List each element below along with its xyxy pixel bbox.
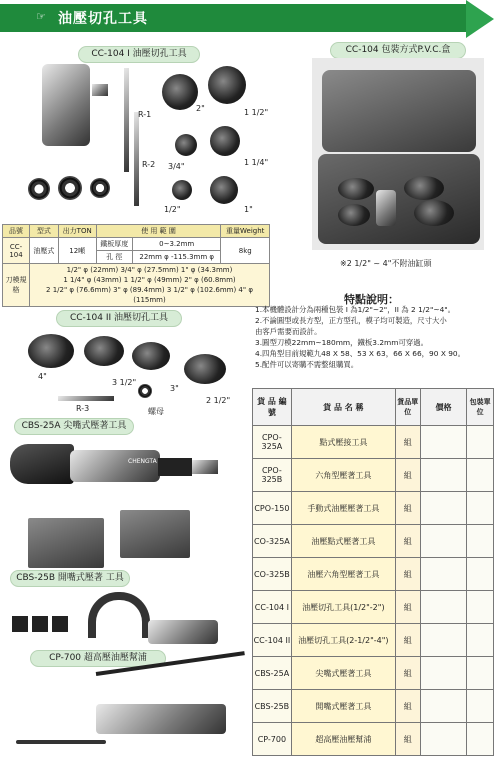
hydraulic-hose	[16, 740, 106, 744]
blade-line-1: 1/2" φ (22mm) 3/4" φ (27.5mm) 1" φ (34.3mm)	[66, 266, 233, 274]
crimp-body	[70, 450, 160, 482]
col-name: 貨 品 名 稱	[291, 389, 395, 426]
row-code: CO-325A	[253, 525, 292, 558]
case-die	[338, 178, 374, 200]
row-price	[420, 657, 467, 690]
blade-line-2: 1 1/4" φ (43mm) 1 1/2" φ (49mm) 2" φ (60.8mm)	[63, 276, 236, 284]
row-price	[420, 459, 467, 492]
rod-r1	[124, 68, 129, 172]
spec-h-type: 型式	[30, 225, 59, 238]
spec-blade-label: 刀模規格	[3, 264, 30, 307]
table-row	[253, 624, 494, 657]
die-4in	[28, 334, 74, 368]
case-cylinder	[376, 190, 396, 226]
label-2-1-2in: 2 1/2"	[206, 396, 231, 405]
nut-part	[138, 384, 152, 398]
blade-line-3: 2 1/2" φ (76.6mm) 3" φ (89.4mm) 3 1/2" φ (102.6mm) 4" φ (115mm)	[46, 286, 253, 304]
die-2in	[162, 74, 198, 110]
pump-reservoir	[96, 704, 226, 734]
table-row	[253, 690, 494, 723]
row-name: 超高壓油壓幫浦	[291, 723, 395, 756]
row-price	[420, 723, 467, 756]
case-note: ※2 1/2" ~ 4"不附油缸頭	[340, 259, 432, 268]
label-r3: R-3	[76, 404, 90, 413]
row-pack	[467, 624, 494, 657]
row-name: 油壓六角型壓著工具	[291, 558, 395, 591]
die-square	[32, 616, 48, 632]
row-code: CPO-150	[253, 492, 292, 525]
row-code: CC-104 II	[253, 624, 292, 657]
features-title: 特點說明：	[344, 293, 399, 306]
spec-h-range: 使 用 範 圍	[96, 225, 221, 238]
die-1-2in	[172, 180, 192, 200]
die-square	[12, 616, 28, 632]
table-row	[253, 558, 494, 591]
page-header	[0, 0, 497, 38]
spec-type: 油壓式	[30, 238, 59, 264]
die-2-1-2in	[184, 354, 226, 384]
col-pack: 包裝單位	[467, 389, 494, 426]
row-unit: 組	[395, 492, 420, 525]
label-1-1-4in: 1 1/4"	[244, 158, 269, 167]
crimp-handle	[158, 458, 192, 476]
col-unit: 貨品單位	[395, 389, 420, 426]
spec-weight: 8kg	[221, 238, 270, 264]
die-plate	[28, 518, 104, 568]
spec-h-name: 品號	[3, 225, 30, 238]
c-frame	[88, 592, 150, 638]
rod-r2	[134, 112, 139, 206]
hydraulic-cylinder	[42, 64, 90, 146]
die-3-4in	[175, 134, 197, 156]
spacer-ring	[28, 178, 50, 200]
row-unit: 組	[395, 525, 420, 558]
die-1-1-2in	[208, 66, 246, 104]
die-1in	[210, 176, 238, 204]
row-pack	[467, 459, 494, 492]
row-price	[420, 558, 467, 591]
row-unit: 組	[395, 459, 420, 492]
table-row	[253, 591, 494, 624]
die-3in	[132, 342, 170, 370]
pointing-hand-icon: ☞	[36, 10, 46, 23]
table-row	[253, 723, 494, 756]
row-name: 油壓點式壓著工具	[291, 525, 395, 558]
label-3in: 3"	[170, 384, 179, 393]
row-name: 開嘴式壓著工具	[291, 690, 395, 723]
col-price: 價格	[420, 389, 467, 426]
rod-r3	[58, 396, 114, 401]
row-pack	[467, 426, 494, 459]
row-pack	[467, 690, 494, 723]
table-row	[253, 657, 494, 690]
spec-ton: 12噸	[58, 238, 96, 264]
case-die	[338, 204, 370, 226]
row-name: 尖嘴式壓著工具	[291, 657, 395, 690]
spec-thickness-label: 鐵板厚度	[96, 238, 132, 251]
caption-cc104i: CC-104 I 油壓切孔工具	[78, 46, 200, 63]
row-name: 油壓切孔工具(1/2"-2")	[291, 591, 395, 624]
feature-item: 由客戶需要而設計。	[255, 327, 322, 336]
label-1-2in: 1/2"	[164, 205, 181, 214]
row-unit: 組	[395, 690, 420, 723]
label-3-4in: 3/4"	[168, 162, 185, 171]
spacer-ring	[90, 178, 110, 198]
die-1-1-4in	[210, 126, 240, 156]
row-code: CO-325B	[253, 558, 292, 591]
row-unit: 組	[395, 723, 420, 756]
row-price	[420, 624, 467, 657]
spec-hole-value: 22mm φ -115.3mm φ	[133, 251, 221, 264]
brand-label: CHENGTA	[128, 458, 157, 465]
spec-h-weight: 重量Weight	[221, 225, 270, 238]
row-unit: 組	[395, 657, 420, 690]
product-table	[252, 388, 494, 756]
case-die	[414, 200, 454, 226]
caption-cp700: CP-700 超高壓油壓幫浦	[30, 650, 166, 667]
caption-cc104-case: CC-104 包裝方式P.V.C.盒	[330, 42, 466, 59]
table-row	[253, 426, 494, 459]
row-name: 點式壓接工具	[291, 426, 395, 459]
die-square	[52, 616, 68, 632]
spec-blade-values	[30, 264, 270, 307]
label-1in: 1"	[244, 205, 253, 214]
row-unit: 組	[395, 591, 420, 624]
row-unit: 組	[395, 558, 420, 591]
label-1-1-2in: 1 1/2"	[244, 108, 269, 117]
cylinder-valve	[92, 84, 108, 96]
label-3-1-2in: 3 1/2"	[112, 378, 137, 387]
caption-cbs25b: CBS-25B 開嘴式壓著 工具	[10, 570, 130, 587]
case-base	[318, 154, 480, 244]
row-pack	[467, 525, 494, 558]
label-nut: 螺母	[148, 407, 164, 416]
row-code: CBS-25B	[253, 690, 292, 723]
row-price	[420, 426, 467, 459]
row-pack	[467, 492, 494, 525]
caption-cc104ii: CC-104 II 油壓切孔工具	[56, 310, 182, 327]
row-name: 油壓切孔工具(2-1/2"-4")	[291, 624, 395, 657]
col-code: 貨 品 編 號	[253, 389, 292, 426]
row-code: CP-700	[253, 723, 292, 756]
page-title: 油壓切孔工具	[58, 11, 148, 27]
spec-h-ton: 出力TON	[58, 225, 96, 238]
row-price	[420, 690, 467, 723]
row-unit: 組	[395, 426, 420, 459]
row-pack	[467, 657, 494, 690]
table-row	[253, 525, 494, 558]
row-name: 六角型壓著工具	[291, 459, 395, 492]
row-pack	[467, 591, 494, 624]
feature-item: 3.圓型刀模22mm~180mm，鐵板3.2mm可穿過。	[255, 338, 429, 347]
row-code: CPO-325B	[253, 459, 292, 492]
feature-item: 1.本機體設計分為兩種包裝 I 為1/2"~2"，II 為 2 1/2"~4"。	[255, 305, 456, 314]
row-price	[420, 591, 467, 624]
label-4in: 4"	[38, 372, 47, 381]
table-row	[253, 459, 494, 492]
feature-item: 4.四角型目前規範九48 X 58、53 X 63，66 X 66，90 X 90。	[255, 349, 466, 358]
row-code: CPO-325A	[253, 426, 292, 459]
case-die	[404, 176, 444, 200]
feature-item: 5.配件可以寄購不需整組購買。	[255, 360, 359, 369]
header-arrow	[466, 0, 494, 38]
row-pack	[467, 558, 494, 591]
label-r1: R-1	[138, 110, 152, 119]
die-3-1-2in	[84, 336, 124, 366]
feature-item: 2.不論圓型或長方型，正方型孔，模子均可製造，尺寸大小	[255, 316, 447, 325]
crimp-end	[192, 460, 218, 474]
row-pack	[467, 723, 494, 756]
spec-code: CC-104	[3, 238, 30, 264]
crimp-body	[148, 620, 218, 644]
label-2in: 2"	[196, 104, 205, 113]
caption-cbs25a: CBS-25A 尖嘴式壓著工具	[14, 418, 134, 435]
row-code: CC-104 I	[253, 591, 292, 624]
row-price	[420, 492, 467, 525]
row-name: 手動式油壓壓著工具	[291, 492, 395, 525]
spec-table	[2, 224, 270, 307]
table-row	[253, 492, 494, 525]
crimp-head	[10, 444, 74, 484]
case-lid	[322, 70, 476, 152]
spec-hole-label: 孔 徑	[96, 251, 132, 264]
row-unit: 組	[395, 624, 420, 657]
spacer-ring	[58, 176, 82, 200]
die-plate	[120, 510, 190, 558]
label-r2: R-2	[142, 160, 156, 169]
row-price	[420, 525, 467, 558]
spec-thickness-value: 0~3.2mm	[133, 238, 221, 251]
row-code: CBS-25A	[253, 657, 292, 690]
